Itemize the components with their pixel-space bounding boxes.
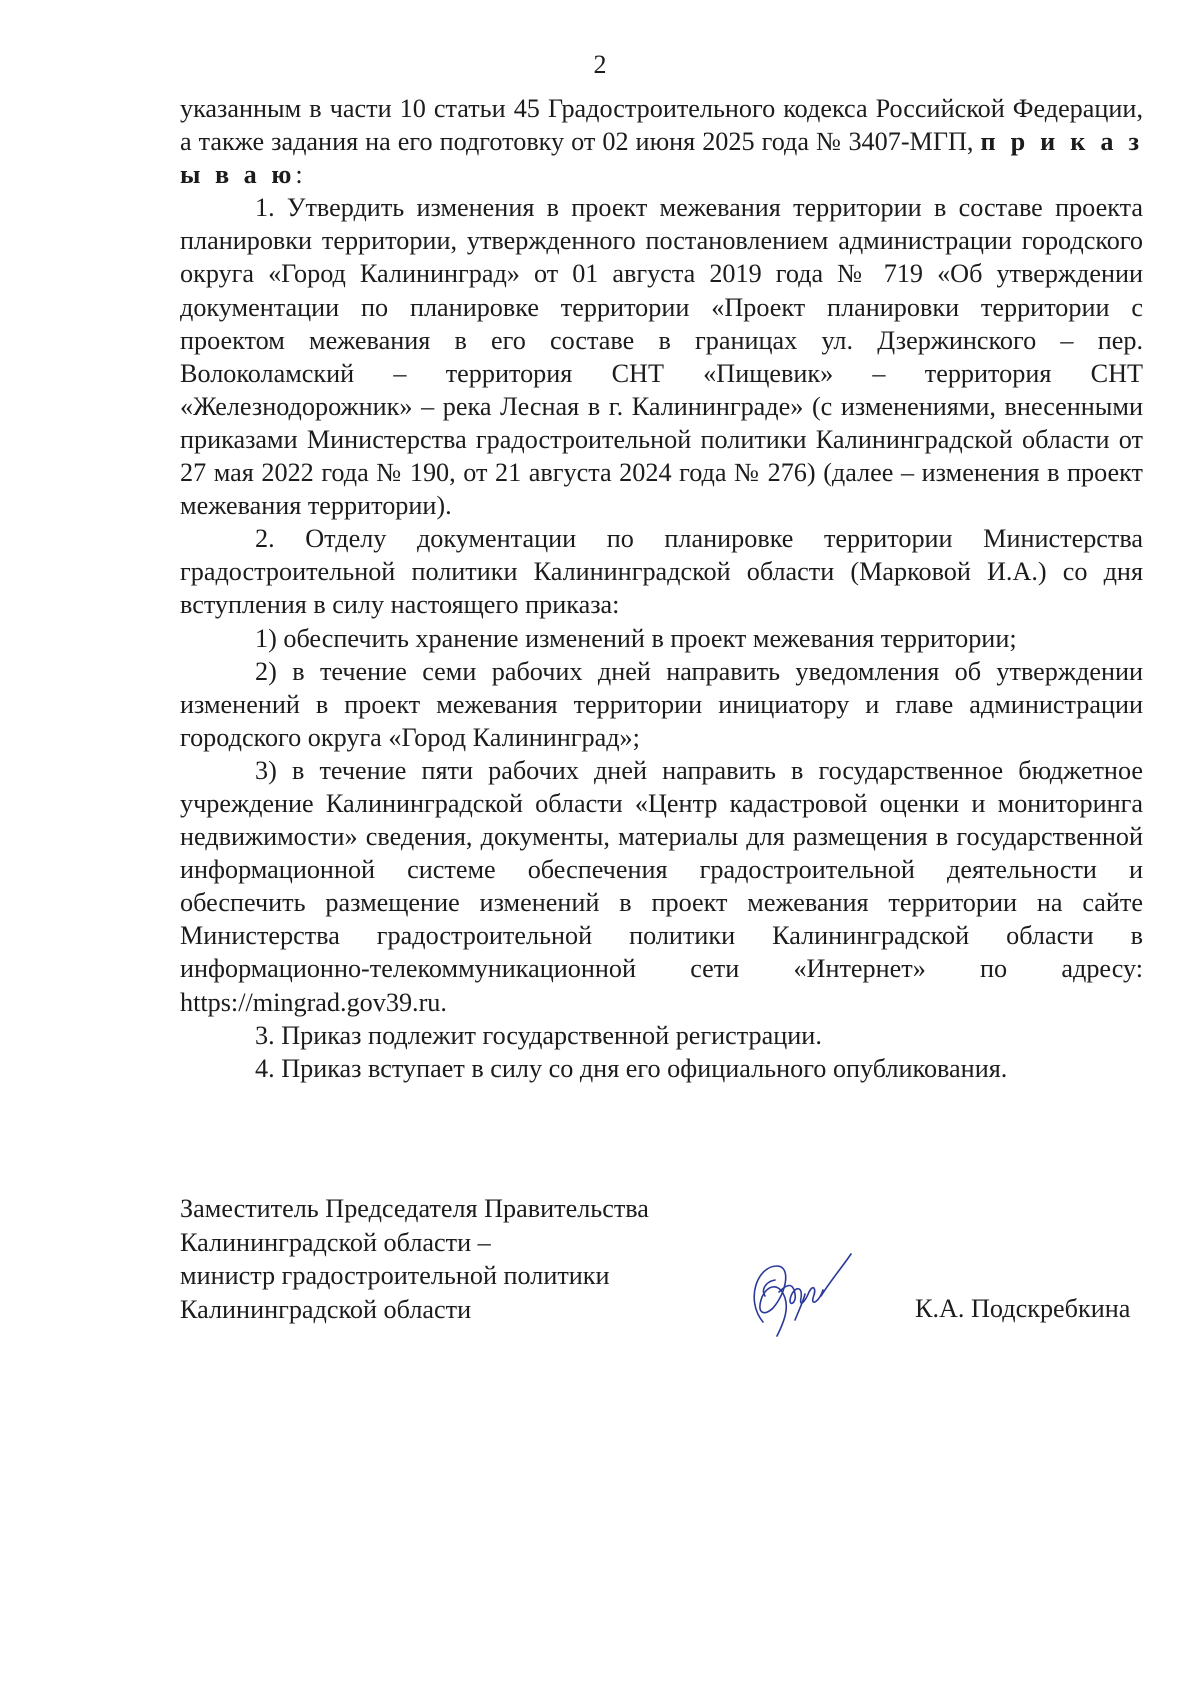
item-3-paragraph: 3. Приказ подлежит государственной регистрации. xyxy=(255,1020,822,1050)
page-number: 2 xyxy=(593,50,607,79)
position-line: министр градостроительной политики xyxy=(180,1261,610,1290)
order-keyword: п р и к а з ы в а ю xyxy=(180,127,1143,190)
intro-paragraph xyxy=(180,92,1143,191)
item-4-paragraph: 4. Приказ вступает в силу со дня его официального опубликования. xyxy=(255,1053,1008,1083)
item-1-paragraph: 1. Утвердить изменения в проект межевания территории в составе проекта планировки территории, утвержденного постановлением администрации городского округа «Город Калининград» от 01 августа 2019 года № 719 «Об утверждении документации по планировке территории «Проект планировки территории с проектом межевания в его составе в границах ул. Дзержинского – пер. Волоколамский – территория СНТ «Пищевик» – территория СНТ «Железнодорожник» – река Лесная в г. Калининграде» (с изменениями, внесенными приказами Министерства градостроительной политики Калининградской области от 27 мая 2022 года № 190, от 21 августа 2024 года № 276) (далее – изменения в проект межевания территории). xyxy=(180,193,1143,521)
item-2-paragraph: 2. Отделу документации по планировке территории Министерства градостроительной политики Калининградской области (Марковой И.А.) со дня вступления в силу настоящего приказа: xyxy=(180,524,1143,620)
signature-ink xyxy=(754,1254,851,1336)
item-2-2-paragraph: 2) в течение семи рабочих дней направить уведомления об утверждении изменений в проект межевания территории инициатору и главе администрации городского округа «Город Калининград»; xyxy=(180,656,1143,752)
position-line: Заместитель Председателя Правительства xyxy=(180,1194,649,1223)
order-body xyxy=(180,92,1143,1085)
item-2-3-paragraph: 3) в течение пяти рабочих дней направить в государственное бюджетное учреждение Калининградской области «Центр кадастровой оценки и мониторинга недвижимости» сведения, документы, материалы для размещения в государственной информационной системе обеспечения градостроительной деятельности и обеспечить размещение изменений в проект межевания территории на сайте Министерства градостроительной политики Калининградской области в информационно-телекоммуникационной сети «Интернет» по адресу: https://mingrad.gov39.ru. xyxy=(180,755,1143,1017)
signer-name: К.А. Подскребкина xyxy=(915,1294,1131,1323)
intro-suffix: : xyxy=(295,160,303,190)
signatory-position xyxy=(180,1192,649,1326)
position-line: Калининградской области xyxy=(180,1294,472,1324)
intro-text: указанным в части 10 статьи 45 Градостроительного кодекса Российской Федерации, а также задания на его подготовку от 02 июня 2025 года № 3407-МГП, xyxy=(180,94,1143,157)
item-2-1-paragraph: 1) обеспечить хранение изменений в проект межевания территории; xyxy=(255,623,1017,653)
handwritten-signature xyxy=(735,1240,855,1340)
position-line: Калининградской области – xyxy=(180,1227,491,1257)
